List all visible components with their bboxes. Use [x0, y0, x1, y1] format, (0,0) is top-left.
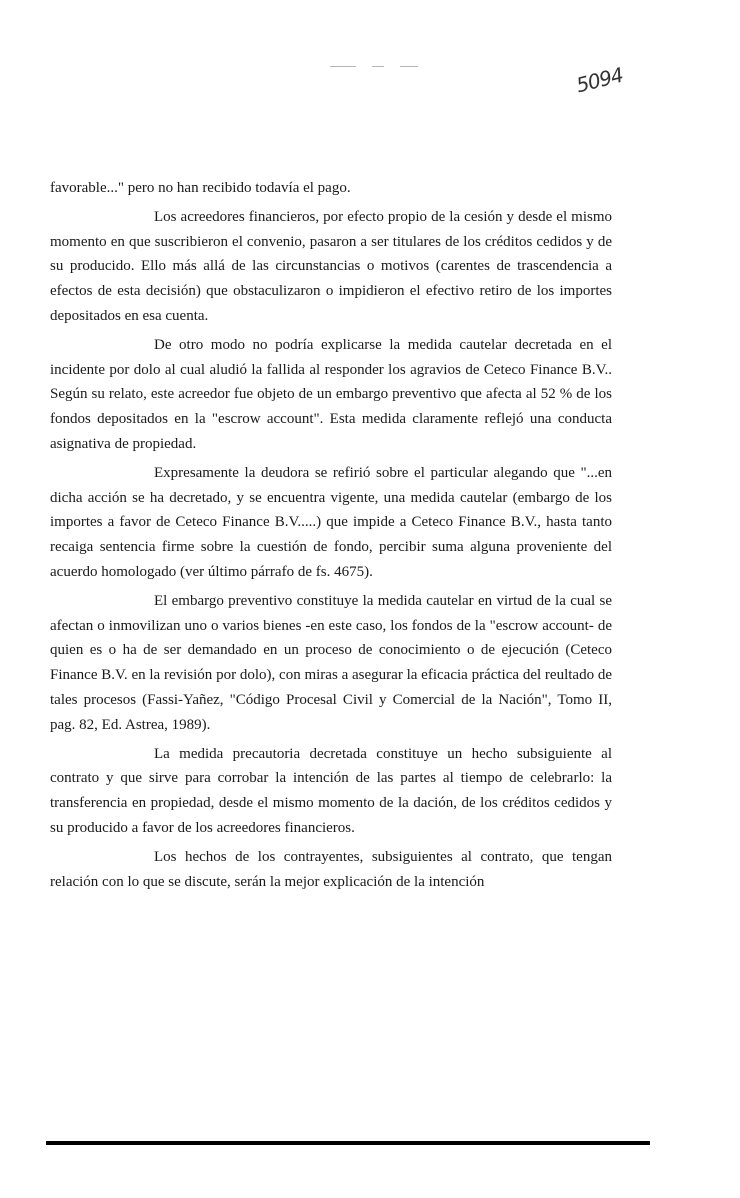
- scan-speck: [400, 66, 418, 67]
- paragraph-debtor-statement: Expresamente la deudora se refirió sobre el particular alegando que "...en dicha acción se ha decretado, y se encuentra vigente, una medida cautelar (embargo de los importes a favor de Ceteco Finance B.V.....) que impide a Ceteco Finance B.V., hasta tanto recaiga sentencia firme sobre la cuestión de fondo, percibir suma alguna proveniente del acuerdo homologado (ver último párrafo de fs. 4675).: [50, 464, 612, 580]
- scan-speck: [330, 66, 356, 67]
- document-body: [50, 176, 612, 894]
- paragraph-precautionary-measure: De otro modo no podría explicarse la medida cautelar decretada en el incidente por dolo al cual aludió la fallida al responder los agravios de Ceteco Finance B.V.. Según su relato, este acreedor fue objeto de un embargo preventivo que afecta al 52 % de los fondos depositados en la "escrow account". Esta medida claramente reflejó una conducta asignativa de propiedad.: [50, 336, 612, 452]
- paragraph-subsequent-fact: La medida precautoria decretada constituye un hecho subsiguiente al contrato y que sirve para corrobar la intención de las partes al tiempo de celebrarlo: la transferencia en propiedad, desde el mismo momento de la dación, de los créditos cedidos y su producido a favor de los acreedores financieros.: [50, 745, 612, 836]
- scan-speck: [372, 66, 384, 67]
- paragraph-parties-intention: Los hechos de los contrayentes, subsiguientes al contrato, que tengan relación con lo que se discute, serán la mejor explicación de la intención: [50, 848, 612, 890]
- folio-number: 5094: [573, 62, 626, 98]
- paragraph-creditors-ownership: Los acreedores financieros, por efecto propio de la cesión y desde el mismo momento en que suscribieron el convenio, pasaron a ser titulares de los créditos cedidos y de su producido. Ello más allá de las circunstancias o motivos (carentes de trascendencia a efectos de esta decisión) que obstaculizaron o impidieron el efectivo retiro de los importes depositados en esa cuenta.: [50, 208, 612, 324]
- paragraph-continuation: favorable..." pero no han recibido todavía el pago.: [50, 180, 351, 196]
- paragraph-preventive-embargo: El embargo preventivo constituye la medida cautelar en virtud de la cual se afectan o inmovilizan uno o varios bienes -en este caso, los fondos de la "escrow account- de quien es o ha de ser demandado en un proceso de conocimiento o de ejecución (Ceteco Finance B.V. en la revisión por dolo), con miras a asegurar la eficacia práctica del reultado de tales procesos (Fassi-Yañez, "Código Procesal Civil y Comercial de la Nación", Tomo II, pag. 82, Ed. Astrea, 1989).: [50, 592, 612, 733]
- page-bottom-rule: [46, 1141, 650, 1145]
